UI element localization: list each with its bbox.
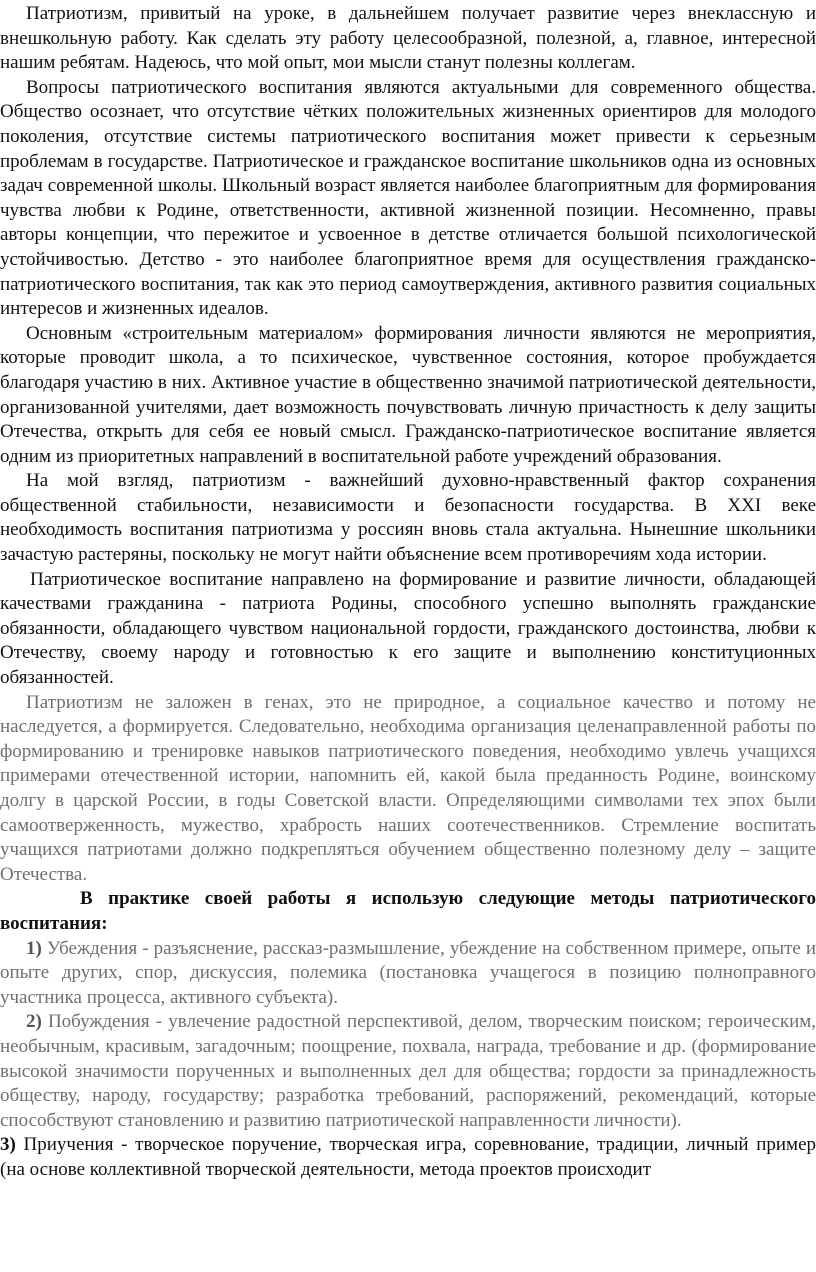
method-item-3 — [0, 1133, 816, 1182]
method-text: Побуждения - увлечение радостной перспективой, делом, творческим поиском; героическим, необычным, красивым, загадочным; поощрение, похвала, награда, требование и др. (формирование высокой значимости порученных и выполненных дел для общества; гордости за принадлежность обществу, народу, государству; разработка требований, распоряжений, рекомендаций, которые способствуют становлению и развитию патриотической направленности личности). — [0, 1011, 816, 1131]
paragraph-intro: Патриотизм, привитый на уроке, в дальнейшем получает развитие через внеклассную и внешкольную работу. Как сделать эту работу целесообразной, полезной, а, главное, интересной нашим ребятам. Надеюсь, что мой опыт, мои мысли станут полезны коллегам. — [0, 3, 816, 74]
method-number: 3) — [0, 1134, 16, 1156]
method-item-1 — [0, 937, 816, 1011]
method-text: Убеждения - разъяснение, рассказ-размышление, убеждение на собственном примере, опыте и опыте других, спор, дискуссия, полемика (постановка учащегося в позицию полноправного участника процесса, активного субъекта). — [0, 937, 816, 1008]
method-text: Приучения - творческое поручение, творческая игра, соревнование, традиции, личный пример (на основе коллективной творческой деятельности, метода проектов происходит — [0, 1134, 816, 1180]
method-number: 1) — [26, 937, 42, 959]
paragraph-building-material: Основным «строительным материалом» формирования личности являются не мероприятия, которые проводит школа, а то психическое, чувственное состояния, которое пробуждается благодаря участию в них. Активное участие в общественно значимой патриотической деятельности, организованной учителями, дает возможность почувствовать личную причастность к делу защиты Отечества, открыть для себя ее новый смысл. Гражданско-патриотическое воспитание является одним из приоритетных направлений в воспитательной работе учреждений образования. — [0, 322, 816, 467]
paragraph-relevance: Вопросы патриотического воспитания являются актуальными для современного общества. Общество осознает, что отсутствие чётких положительных жизненных ориентиров для молодого поколения, отсутствие системы патриотического воспитания может привести к серьезным проблемам в государстве. Патриотическое и гражданское воспитание школьников одна из основных задач современной школы. Школьный возраст является наиболее благоприятным для формирования чувства любви к Родине, ответственности, активной жизненной позиции. Несомненно, правы авторы концепции, что пережитое и усвоенное в детстве отличается большой психологической устойчивостью. Детство - это наиболее благоприятное время для осуществления гражданско-патриотического воспитания, так как это период самоутверждения, активного развития социальных интересов и жизненных идеалов. — [0, 76, 816, 320]
method-item-2 — [0, 1010, 816, 1133]
paragraph-education-goal: Патриотическое воспитание направлено на формирование и развитие личности, обладающей качествами гражданина - патриота Родины, способного успешно выполнять гражданские обязанности, обладающего чувством национальной гордости, гражданского достоинства, любви к Отечеству, своему народу и готовностью к его защите и выполнению конституционных обязанностей. — [0, 568, 816, 689]
paragraph-not-genetic: Патриотизм не заложен в генах, это не природное, а социальное качество и потому не наследуется, а формируется. Следовательно, необходима организация целенаправленной работы по формированию и тренировке навыков патриотического поведения, необходимо увлечь учащихся примерами отечественной истории, напомнить ей, какой была преданность Родине, воинскому долгу в царской России, в годы Советской власти. Определяющими символами тех эпох были самоотверженность, мужество, храбрость наших соотечественников. Стремление воспитать учащихся патриотами должно подкрепляться обучением общественно полезному делу – защите Отечества. — [0, 691, 816, 885]
paragraph-my-view: На мой взгляд, патриотизм - важнейший духовно-нравственный фактор сохранения общественной стабильности, независимости и безопасности государства. В XXI веке необходимость воспитания патриотизма у россиян вновь стала актуальна. Нынешние школьники зачастую растеряны, поскольку не могут найти объяснение всем противоречиям хода истории. — [0, 470, 816, 566]
method-number: 2) — [26, 1011, 42, 1033]
methods-heading: В практике своей работы я использую следующие методы патриотического воспитания: — [0, 888, 816, 934]
